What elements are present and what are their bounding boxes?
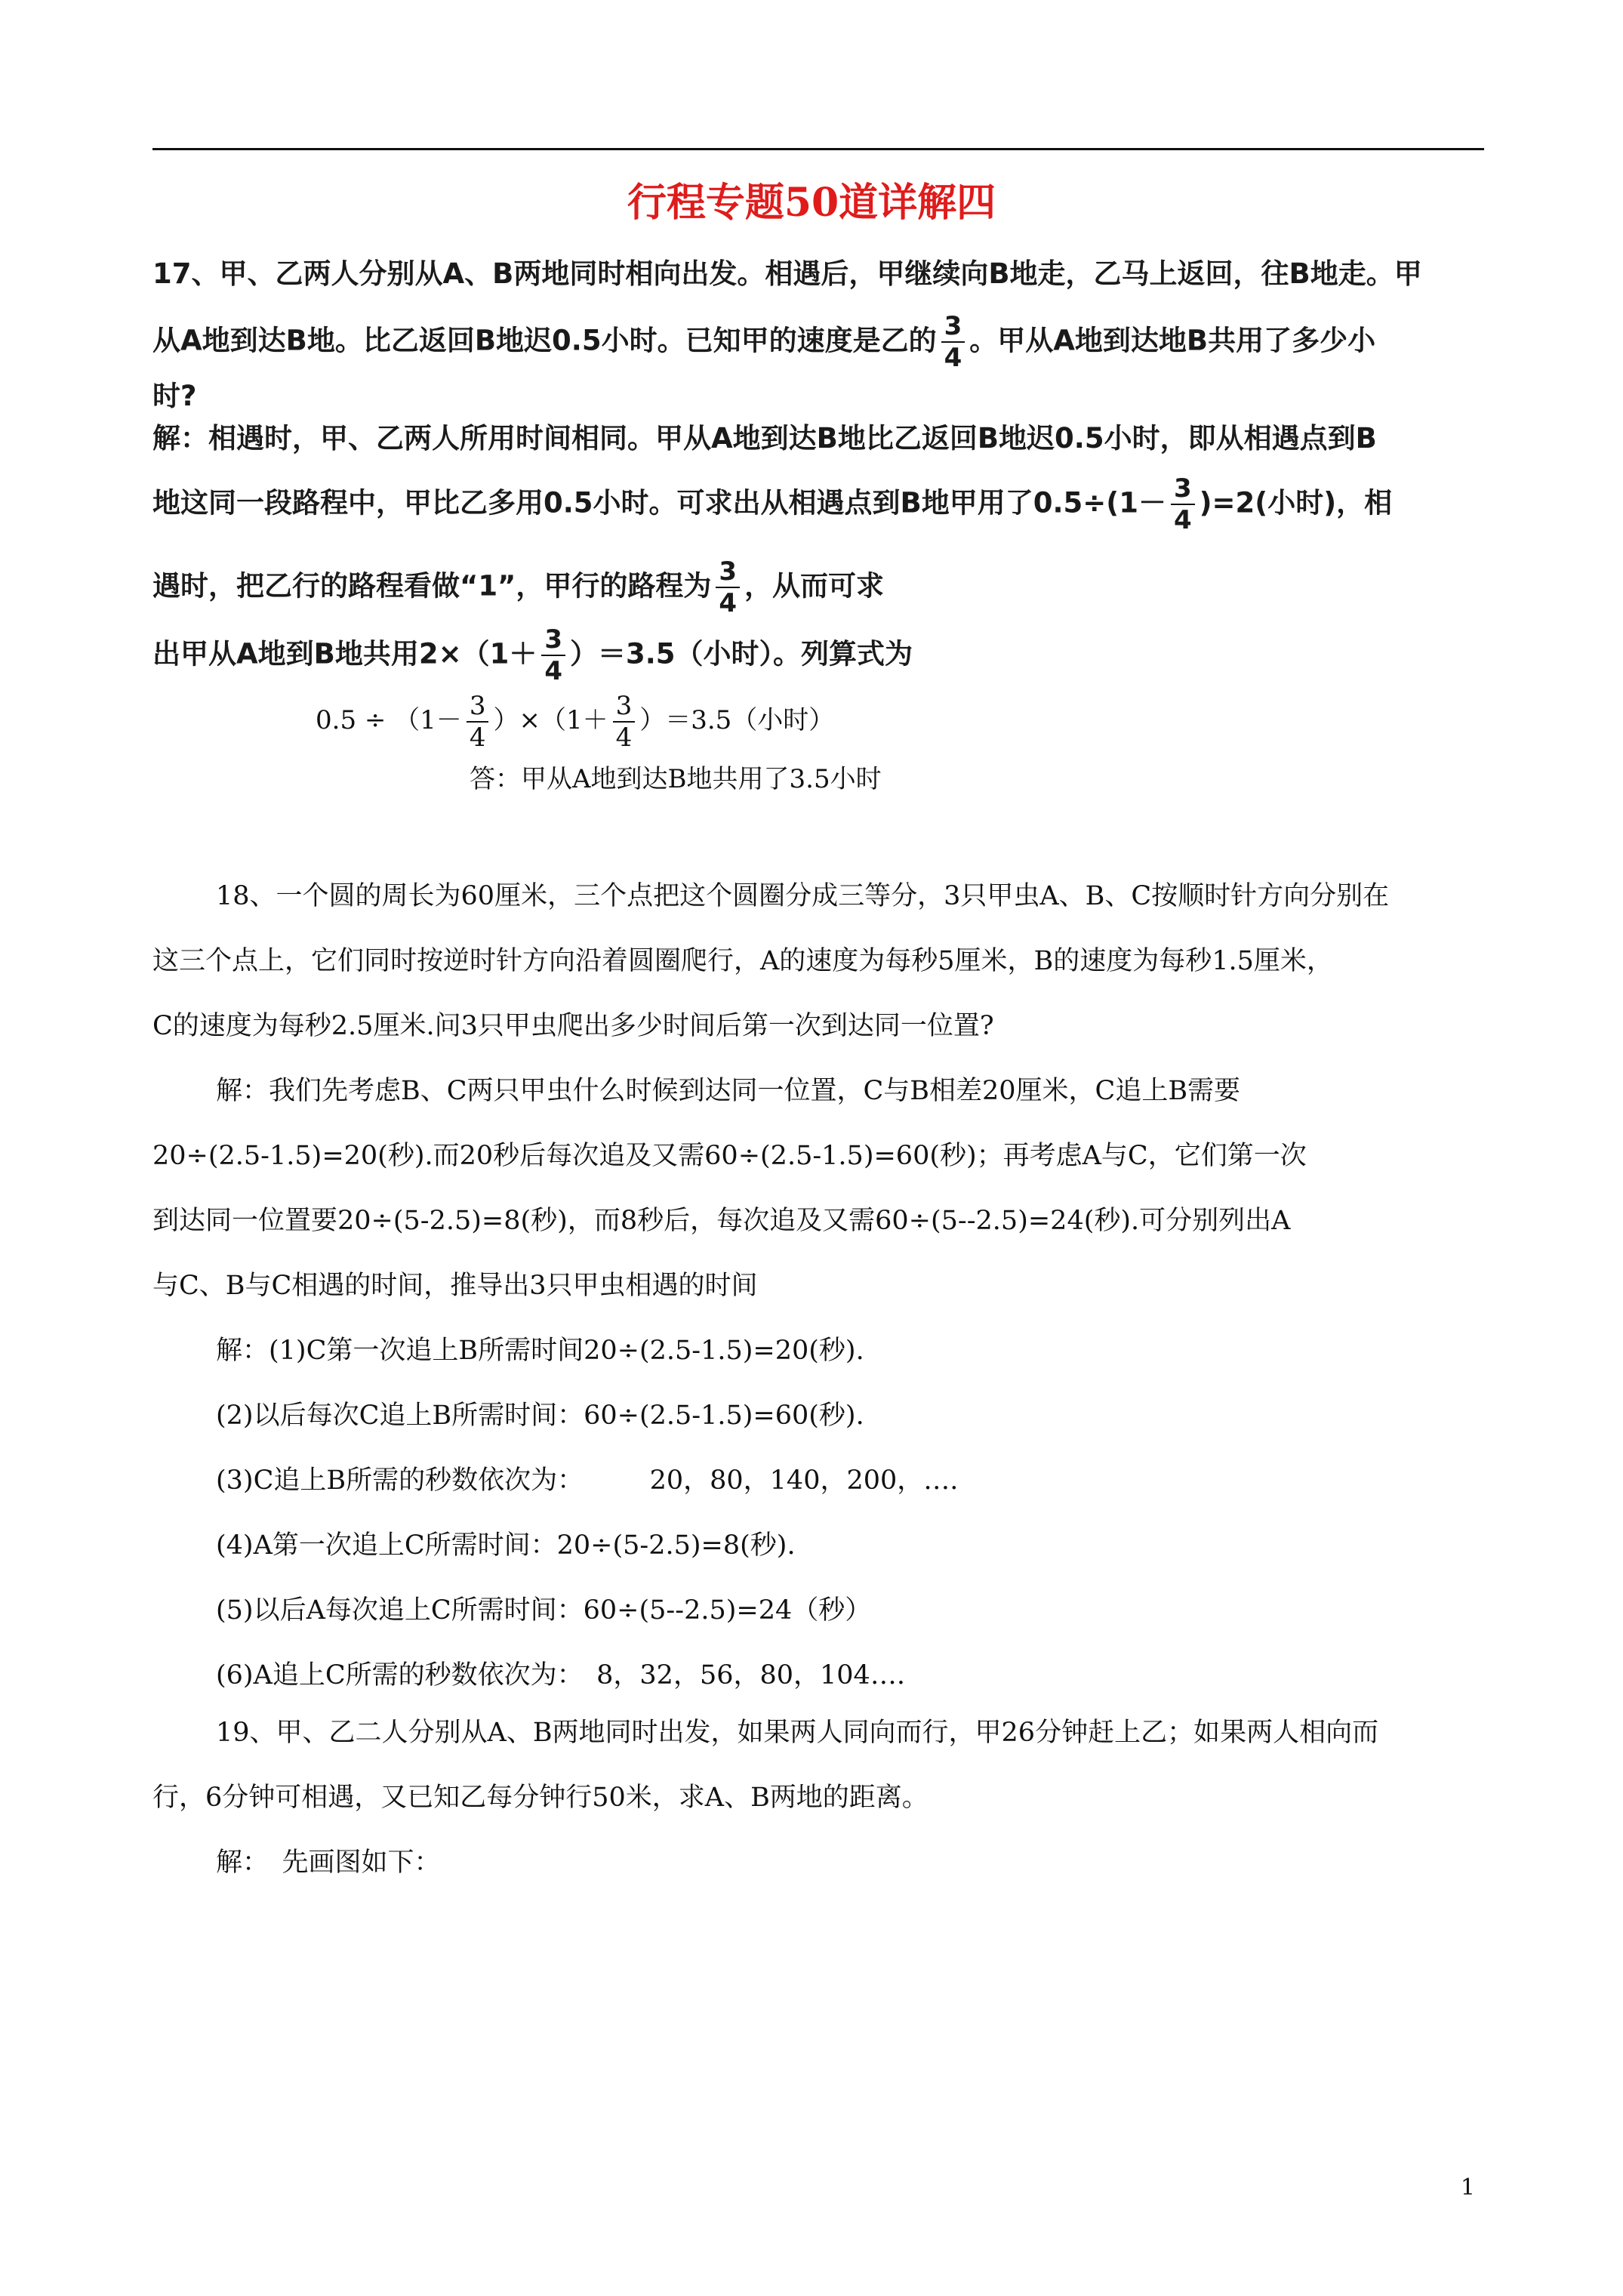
q17-solution-2 xyxy=(152,473,1393,535)
formula-part-b: ）×（1＋ xyxy=(493,705,608,735)
q17-solution-4a: 出甲从A地到B地共用2×（1＋ xyxy=(152,637,537,670)
denominator: 4 xyxy=(1173,505,1192,535)
denominator: 4 xyxy=(944,343,962,373)
q18-step-5: (5)以后A每次追上C所需时间：60÷(5--2.5)=24（秒） xyxy=(216,1595,872,1626)
q17-line-2b: 。甲从A地到达地B共用了多少小 xyxy=(969,324,1376,357)
q17-solution-3a: 遇时，把乙行的路程看做“1”，甲行的路程为 xyxy=(152,569,712,603)
q19-solution-1: 解： 先画图如下： xyxy=(216,1848,441,1878)
q18-solution-2: 20÷(2.5-1.5)=20(秒).而20秒后每次追及又需60÷(2.5-1.5)=60(秒)；再考虑A与C，它们第一次 xyxy=(152,1141,1307,1171)
numerator: 3 xyxy=(941,313,965,343)
q19-line-2: 行，6分钟可相遇，又已知乙每分钟行50米，求A、B两地的距离。 xyxy=(152,1783,929,1813)
q17-solution-2a: 地这同一段路程中，甲比乙多用0.5小时。可求出从相遇点到B地甲用了0.5÷(1－ xyxy=(152,486,1166,519)
fraction xyxy=(941,313,965,371)
q17-answer: 答：甲从A地到达B地共用了3.5小时 xyxy=(470,764,882,794)
q18-step-2: (2)以后每次C追上B所需时间：60÷(2.5-1.5)=60(秒). xyxy=(216,1401,864,1431)
q18-line-3: C的速度为每秒2.5厘米.问3只甲虫爬出多少时间后第一次到达同一位置? xyxy=(152,1011,994,1041)
q17-line-1: 17、甲、乙两人分别从A、B两地同时相向出发。相遇后，甲继续向B地走，乙马上返回，往B地走。甲 xyxy=(152,257,1422,290)
q19-line-1: 19、甲、乙二人分别从A、B两地同时出发，如果两人同向而行，甲26分钟赶上乙；如果两人相向而 xyxy=(216,1718,1379,1748)
q17-line-3: 时? xyxy=(152,380,197,412)
q18-step-3: (3)C追上B所需的秒数依次为： 20，80，140，200，…. xyxy=(216,1465,959,1496)
numerator: 3 xyxy=(541,627,565,656)
q18-solution-3: 到达同一位置要20÷(5-2.5)=8(秒)，而8秒后，每次追及又需60÷(5--2.5)=24(秒).可分别列出A xyxy=(152,1206,1291,1236)
numerator: 3 xyxy=(1171,476,1195,505)
formula-part-c: ）＝3.5（小时） xyxy=(639,705,835,735)
q17-solution-3b: ，从而可求 xyxy=(744,569,885,603)
fraction xyxy=(613,691,636,753)
q18-step-1: 解：(1)C第一次追上B所需时间20÷(2.5-1.5)=20(秒). xyxy=(216,1336,864,1366)
fraction xyxy=(467,691,489,753)
q18-line-2: 这三个点上，它们同时按逆时针方向沿着圆圈爬行，A的速度为每秒5厘米，B的速度为每秒1.5厘米， xyxy=(152,946,1333,976)
q18-step-6: (6)A追上C所需的秒数依次为： 8，32，56，80，104…. xyxy=(216,1660,905,1690)
formula-part-a: 0.5 ÷ （1－ xyxy=(316,705,462,735)
q18-solution-1: 解：我们先考虑B、C两只甲虫什么时候到达同一位置，C与B相差20厘米，C追上B需要 xyxy=(216,1076,1241,1106)
q17-solution-4b: ）＝3.5（小时）。列算式为 xyxy=(570,637,913,670)
fraction xyxy=(716,556,740,618)
numerator: 3 xyxy=(467,693,489,723)
q18-line-1: 18、一个圆的周长为60厘米，三个点把这个圆圈分成三等分，3只甲虫A、B、C按顺时针方向分别在 xyxy=(216,881,1390,911)
q17-solution-3 xyxy=(152,556,885,618)
numerator: 3 xyxy=(716,559,740,588)
q18-solution-4: 与C、B与C相遇的时间，推导出3只甲虫相遇的时间 xyxy=(152,1271,758,1301)
q17-line-2 xyxy=(152,313,1375,371)
denominator: 4 xyxy=(615,723,633,753)
denominator: 4 xyxy=(719,588,738,618)
fraction xyxy=(1171,473,1195,535)
q17-formula xyxy=(316,691,835,753)
q17-solution-4 xyxy=(152,624,913,686)
q17-solution-2b: )=2(小时)，相 xyxy=(1199,486,1393,519)
page-title: 行程专题50道详解四 xyxy=(627,180,996,226)
q17-line-2a: 从A地到达B地。比乙返回B地迟0.5小时。已知甲的速度是乙的 xyxy=(152,324,937,357)
q17-solution-1: 解：相遇时，甲、乙两人所用时间相同。甲从A地到达B地比乙返回B地迟0.5小时，即从相遇点到B xyxy=(152,422,1377,455)
numerator: 3 xyxy=(613,693,636,723)
denominator: 4 xyxy=(544,656,562,686)
header-rule xyxy=(152,148,1484,150)
denominator: 4 xyxy=(469,723,486,753)
fraction xyxy=(541,624,565,686)
q18-step-4: (4)A第一次追上C所需时间：20÷(5-2.5)=8(秒). xyxy=(216,1530,796,1561)
page-number: 1 xyxy=(1460,2174,1475,2201)
